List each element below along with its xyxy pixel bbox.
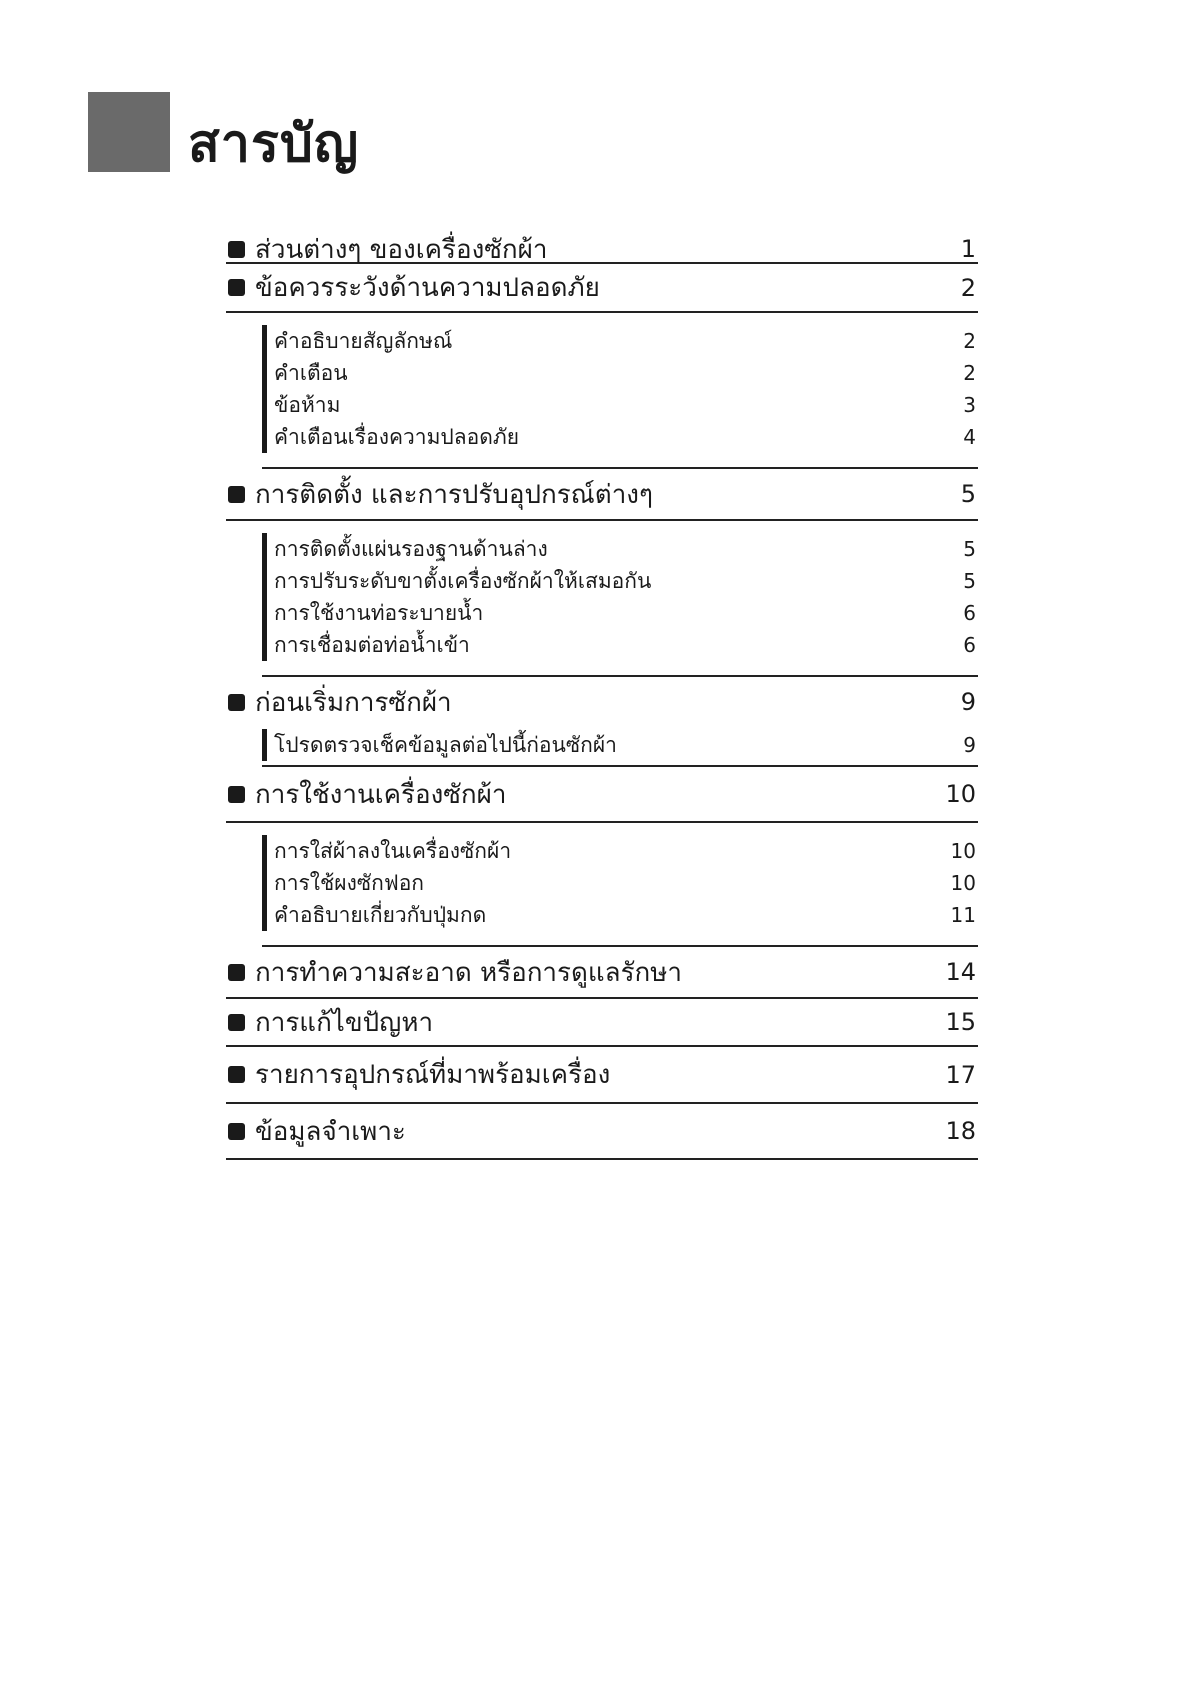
toc-subsection[interactable]: [274, 389, 978, 421]
toc-subsection-group: [262, 727, 978, 767]
toc-subsection-group: [262, 521, 978, 677]
subsection-bar: [262, 835, 267, 931]
toc-section[interactable]: [226, 469, 978, 521]
toc-subsection-title: การใส่ผ้าลงในเครื่องซักผ้า: [274, 838, 512, 863]
toc-section-title: ข้อควรระวังด้านความปลอดภัย: [255, 273, 600, 303]
toc-subsection-page: 10: [950, 871, 976, 895]
toc-section-page: 17: [945, 1060, 976, 1089]
toc-subsection-title: คำอธิบายสัญลักษณ์: [274, 328, 453, 353]
toc-subsection-page: 6: [963, 633, 976, 657]
toc-section-page: 5: [960, 480, 976, 508]
toc-subsection-page: 10: [950, 839, 976, 863]
toc-section-title: การทำความสะอาด หรือการดูแลรักษา: [255, 957, 683, 988]
toc-subsection[interactable]: [274, 357, 978, 389]
toc-section[interactable]: [226, 999, 978, 1047]
header-block: [88, 92, 170, 172]
toc-section-title: การแก้ไขปัญหา: [255, 1007, 434, 1038]
bullet-icon: [228, 1014, 245, 1031]
toc-subsection-group: [262, 823, 978, 947]
toc-section-page: 1: [960, 235, 976, 263]
toc-section[interactable]: [226, 236, 978, 264]
toc-section-page: 10: [945, 780, 976, 808]
toc-subsection[interactable]: [274, 565, 978, 597]
page-title: สารบัญ: [188, 114, 360, 174]
toc-section[interactable]: [226, 767, 978, 823]
toc-subsection-page: 4: [963, 425, 976, 449]
toc-section-page: 9: [960, 688, 976, 716]
toc-section[interactable]: [226, 1047, 978, 1104]
toc-subsection[interactable]: [274, 533, 978, 565]
bullet-icon: [228, 964, 245, 981]
bullet-icon: [228, 786, 245, 803]
toc-subsection-page: 5: [963, 537, 976, 561]
toc-subsection-title: คำเตือนเรื่องความปลอดภัย: [274, 424, 520, 449]
toc-section[interactable]: [226, 947, 978, 999]
toc-subsection-title: การใช้ผงซักฟอก: [274, 870, 425, 895]
toc-subsection-title: โปรดตรวจเช็คข้อมูลต่อไปนี้ก่อนซักผ้า: [274, 732, 617, 757]
toc-subsection[interactable]: [274, 629, 978, 661]
toc-section-page: 2: [960, 273, 976, 302]
toc-section-title: ก่อนเริ่มการซักผ้า: [255, 687, 452, 718]
bullet-icon: [228, 1123, 245, 1140]
subsection-bar: [262, 729, 267, 761]
bullet-icon: [228, 694, 245, 711]
toc-section-title: ข้อมูลจำเพาะ: [255, 1116, 406, 1147]
toc-section[interactable]: [226, 677, 978, 727]
toc-subsection[interactable]: [274, 729, 978, 761]
toc-section[interactable]: [226, 1104, 978, 1160]
toc-section-page: 14: [945, 958, 976, 986]
toc-section-title: การใช้งานเครื่องซักผ้า: [255, 779, 507, 810]
toc-subsection-page: 5: [963, 569, 976, 593]
subsection-bar: [262, 533, 267, 661]
toc-subsection-page: 2: [963, 329, 976, 353]
toc-section-title: การติดตั้ง และการปรับอุปกรณ์ต่างๆ: [255, 479, 653, 510]
toc-subsection-page: 3: [963, 393, 976, 417]
toc-subsection[interactable]: [274, 835, 978, 867]
toc-subsection[interactable]: [274, 867, 978, 899]
bullet-icon: [228, 241, 245, 258]
toc-subsection-page: 2: [963, 361, 976, 385]
toc-subsection[interactable]: [274, 325, 978, 357]
toc-section-title: รายการอุปกรณ์ที่มาพร้อมเครื่อง: [255, 1060, 611, 1090]
bullet-icon: [228, 1066, 245, 1083]
toc-subsection[interactable]: [274, 597, 978, 629]
toc-subsection-title: การปรับระดับขาตั้งเครื่องซักผ้าให้เสมอกัน: [274, 568, 652, 593]
subsection-bar: [262, 325, 267, 453]
toc-section-title: ส่วนต่างๆ ของเครื่องซักผ้า: [255, 234, 548, 265]
toc-subsection-group: [262, 313, 978, 469]
toc-subsection[interactable]: [274, 899, 978, 931]
toc-subsection-title: การติดตั้งแผ่นรองฐานด้านล่าง: [274, 536, 548, 561]
toc-subsection-title: การใช้งานท่อระบายน้ำ: [274, 600, 484, 625]
bullet-icon: [228, 486, 245, 503]
toc-section[interactable]: [226, 264, 978, 313]
toc-subsection-page: 6: [963, 601, 976, 625]
toc-subsection-page: 9: [963, 733, 976, 757]
toc-section-page: 15: [945, 1008, 976, 1036]
table-of-contents: [226, 236, 978, 1160]
toc-subsection-title: ข้อห้าม: [274, 392, 341, 417]
toc-subsection[interactable]: [274, 421, 978, 453]
toc-subsection-title: คำเตือน: [274, 360, 348, 385]
toc-subsection-title: คำอธิบายเกี่ยวกับปุ่มกด: [274, 902, 487, 927]
toc-subsection-title: การเชื่อมต่อท่อน้ำเข้า: [274, 632, 470, 657]
toc-subsection-page: 11: [950, 903, 976, 927]
toc-section-page: 18: [945, 1117, 976, 1145]
bullet-icon: [228, 279, 245, 296]
